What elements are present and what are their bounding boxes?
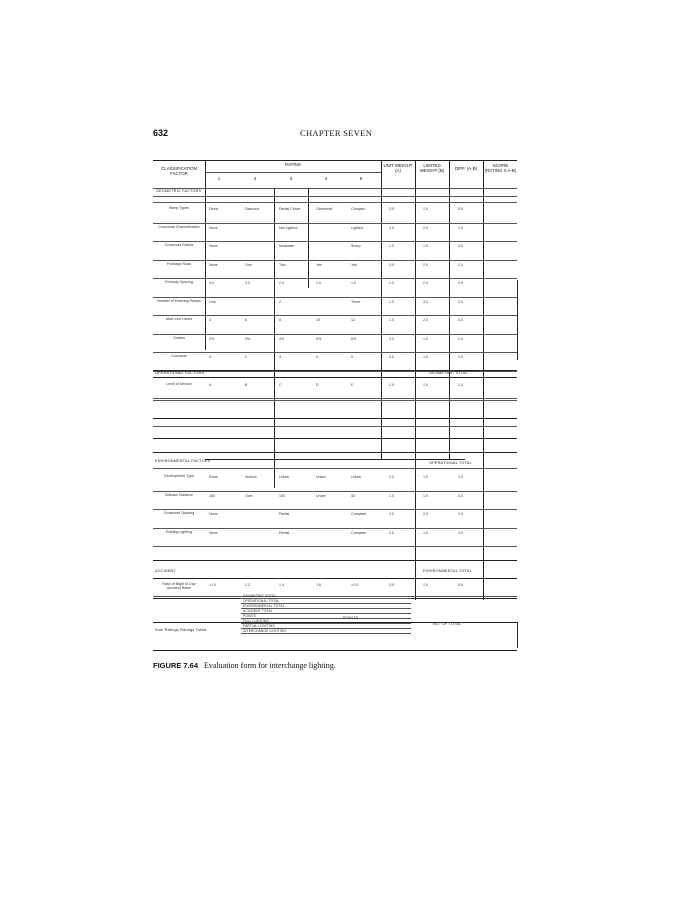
accident-rule bbox=[153, 578, 517, 579]
weight-cell: 3.0 bbox=[458, 583, 463, 587]
rating-cell: 2% bbox=[209, 336, 215, 341]
header-rule bbox=[153, 188, 517, 189]
rating-cell: 4 bbox=[316, 355, 318, 359]
rating-cell: 2 bbox=[279, 299, 281, 304]
rating-cell: Yes bbox=[351, 262, 357, 267]
rating-cell: Cloverleaf bbox=[316, 207, 333, 211]
figure-caption bbox=[153, 661, 336, 670]
factor-label: Frontage Road bbox=[167, 261, 191, 266]
rating-cell: One bbox=[245, 262, 252, 267]
rating-cell: Suburb bbox=[245, 475, 257, 479]
environmental-section-label: ENVIRONMENTAL FACTORS bbox=[155, 459, 211, 463]
rating-cell: Lighted bbox=[351, 225, 363, 230]
rating-cell: 1.6 bbox=[316, 583, 321, 587]
rating-cell: 50 bbox=[351, 493, 355, 498]
summary-line: ACCIDENT TOTAL bbox=[243, 609, 273, 613]
section-rule bbox=[153, 196, 517, 197]
rating-cell: Urban bbox=[351, 475, 361, 479]
rating-cell: Complete bbox=[351, 530, 367, 535]
score-col-rule bbox=[483, 160, 484, 600]
rating-cell: 5 bbox=[351, 355, 353, 359]
weight-cell: 3.0 bbox=[458, 207, 463, 211]
weight-cell: 1.0 bbox=[389, 281, 394, 285]
rating-cell: Diamond bbox=[245, 207, 260, 211]
rating-cell: 2.0 bbox=[279, 281, 284, 285]
weight-cell: 3.0 bbox=[458, 318, 463, 322]
rating-cell: Complete bbox=[351, 512, 367, 516]
accident-total-label: NO. OF TOTAL bbox=[433, 622, 462, 626]
operational-section-label: OPERATIONAL FACTORS bbox=[155, 371, 205, 375]
factor-label: Curvature bbox=[171, 354, 187, 358]
weight-cell: 1.0 bbox=[423, 583, 428, 587]
summary-label: Sum Ratings Ratings Totals bbox=[155, 628, 207, 632]
rating-cell: None bbox=[209, 244, 218, 248]
chapter-title: CHAPTER SEVEN bbox=[300, 128, 373, 138]
weight-cell: 2.0 bbox=[423, 262, 428, 267]
weight-cell: 3.0 bbox=[458, 244, 463, 248]
factor-label: Setback Distance bbox=[165, 492, 193, 497]
rating-cell: 0 bbox=[209, 355, 211, 359]
score-header: SCORE (RATING X A-B) bbox=[484, 163, 517, 173]
weight-cell: 2.0 bbox=[423, 225, 428, 230]
form-bottom-rule bbox=[153, 650, 517, 651]
weight-cell: 3.0 bbox=[423, 299, 428, 304]
rating-cell: 100 bbox=[279, 493, 285, 498]
rating-cell: 4.0 bbox=[209, 281, 214, 285]
rating-cell: Sharp bbox=[351, 244, 361, 248]
section-rule bbox=[153, 202, 517, 203]
weight-cell: 1.0 bbox=[423, 244, 428, 248]
summary-line: OPERATIONAL TOTAL bbox=[243, 599, 280, 603]
summary-rule bbox=[241, 613, 411, 614]
rating-cell: None bbox=[209, 512, 218, 516]
weight-cell: 2.0 bbox=[458, 299, 463, 304]
rating-cell: 1.0 bbox=[351, 281, 356, 285]
rating-cell: <1.0 bbox=[209, 583, 217, 587]
summary-line: INTERCHANGE LIGHTING bbox=[243, 629, 287, 633]
limited-col-rule bbox=[415, 160, 416, 600]
summary-line: POINTS bbox=[243, 614, 257, 618]
op-rule bbox=[153, 438, 517, 439]
weight-cell: 1.0 bbox=[423, 383, 428, 387]
rating-cell: 3 bbox=[279, 355, 281, 359]
rating-cell: 1.4 bbox=[279, 583, 284, 587]
op-rule bbox=[153, 418, 517, 419]
weight-cell: 1.0 bbox=[423, 207, 428, 211]
limited-weight-header: LIMITED WEIGHT (B) bbox=[419, 163, 445, 173]
operational-total-label: OPERATIONAL TOTAL bbox=[429, 461, 472, 465]
summary-line: FULL LIGHTING bbox=[243, 619, 270, 623]
factor-label: Ratio of Night to Day Accident Rates bbox=[162, 582, 196, 591]
rating-cell: 6 bbox=[245, 318, 247, 322]
rating-cell: Not Lighted bbox=[279, 225, 298, 230]
rating4-col-rule bbox=[308, 188, 309, 288]
weight-cell: 2.0 bbox=[389, 475, 394, 479]
factor-col-rule bbox=[205, 160, 206, 350]
rating-cell: B bbox=[245, 383, 248, 387]
rating-value-1: 1 bbox=[217, 176, 221, 181]
unit-weight-header: UNIT WEIGHT (A) bbox=[383, 163, 413, 173]
factor-label: Existing Lighting bbox=[165, 529, 193, 534]
factor-label: Main Line Lanes bbox=[165, 317, 193, 321]
weight-cell: 2.0 bbox=[458, 512, 463, 516]
rating-value-3: 3 bbox=[289, 176, 293, 181]
weight-cell: 1.0 bbox=[389, 244, 394, 248]
rating-cell: E bbox=[351, 383, 354, 387]
evaluation-form bbox=[153, 160, 517, 652]
rating-cell: Partial Clover bbox=[279, 207, 301, 211]
row-rule bbox=[153, 546, 517, 547]
rating-value-4: 4 bbox=[324, 176, 328, 181]
rating-rule bbox=[205, 172, 381, 173]
weight-cell: 0.5 bbox=[458, 281, 463, 285]
weight-cell: 2.0 bbox=[423, 318, 428, 322]
weight-cell: 1.0 bbox=[389, 383, 394, 387]
weight-cell: 2.0 bbox=[423, 281, 428, 285]
weight-cell: 3.0 bbox=[389, 207, 394, 211]
rating-cell: Direct bbox=[209, 207, 219, 211]
rating-cell: 6% bbox=[351, 336, 357, 341]
rating-cell: 1.5 bbox=[316, 281, 321, 285]
summary-points-label: POINTS bbox=[343, 616, 359, 620]
factor-label: Level of Service bbox=[166, 382, 192, 386]
weight-cell: 1.0 bbox=[389, 299, 394, 304]
row-rule bbox=[153, 334, 517, 335]
rating-cell: Two bbox=[279, 262, 286, 267]
summary-right-rule bbox=[517, 622, 518, 648]
weight-cell: 2.0 bbox=[458, 355, 463, 359]
weight-cell: 1.0 bbox=[423, 493, 428, 498]
rating-value-5: 5 bbox=[359, 176, 363, 181]
summary-rule bbox=[153, 622, 517, 623]
rating-cell: 1.2 bbox=[245, 583, 250, 587]
row-rule bbox=[153, 352, 517, 353]
row-rule bbox=[153, 223, 517, 224]
row-rule bbox=[153, 241, 517, 242]
rating-cell: Three bbox=[351, 299, 361, 304]
rating-cell: D bbox=[316, 383, 319, 387]
rating-cell: Over bbox=[245, 493, 253, 498]
rating-cell: Partial bbox=[279, 530, 290, 535]
weight-cell: 3.0 bbox=[389, 512, 394, 516]
rating-cell: Yes bbox=[316, 262, 322, 267]
row-rule bbox=[153, 491, 517, 492]
rating-cell: 4 bbox=[209, 318, 211, 322]
env-end-rule bbox=[153, 560, 517, 561]
op-rule bbox=[153, 426, 517, 427]
rating3-col-rule bbox=[274, 188, 275, 488]
geometric-total-label: GEOMETRIC TOTAL bbox=[429, 371, 468, 375]
row-rule bbox=[153, 260, 517, 261]
weight-cell: 1.0 bbox=[389, 318, 394, 322]
difference-header: DIFF. (A-B) bbox=[455, 166, 477, 171]
op-rule bbox=[153, 452, 517, 453]
summary-line: GEOMETRIC TOTAL bbox=[243, 594, 277, 598]
weight-col-rule bbox=[381, 160, 382, 460]
env-rule bbox=[153, 468, 517, 469]
summary-rule bbox=[241, 633, 411, 634]
summary-line: PARTIAL LIGHTING bbox=[243, 624, 276, 628]
weight-cell: 1.0 bbox=[389, 493, 394, 498]
page-number: 632 bbox=[153, 128, 169, 138]
rating-cell: 12 bbox=[351, 318, 355, 322]
factor-label: Development Type bbox=[164, 474, 194, 478]
figure-number: FIGURE 7.64 bbox=[153, 661, 199, 670]
rating-cell: 3.0 bbox=[245, 281, 250, 285]
rating-cell: >2.0 bbox=[351, 583, 359, 587]
env-rule bbox=[205, 459, 465, 460]
weight-cell: 3.0 bbox=[458, 530, 463, 535]
form-top-rule bbox=[153, 160, 517, 161]
rating-cell: Rural bbox=[209, 475, 218, 479]
factor-label: Crossroad Radius bbox=[164, 243, 194, 247]
weight-cell: 2.0 bbox=[458, 262, 463, 267]
weight-cell: 1.0 bbox=[423, 336, 428, 341]
rating-cell: A bbox=[209, 383, 212, 387]
weight-cell: 1.0 bbox=[458, 225, 463, 230]
row-rule bbox=[153, 278, 517, 279]
factor-label: Ramp Types bbox=[168, 206, 190, 210]
factor-label: Grades bbox=[173, 335, 185, 340]
geometric-section-label: GEOMETRIC FACTORS bbox=[156, 189, 202, 193]
rating-cell: C bbox=[279, 383, 282, 387]
weight-cell: 3.0 bbox=[389, 583, 394, 587]
op-rule bbox=[153, 400, 517, 401]
weight-cell: 1.0 bbox=[458, 475, 463, 479]
rating-cell: Complex bbox=[351, 207, 366, 211]
figure-caption-text: Evaluation form for interchange lighting. bbox=[204, 661, 336, 670]
rating-cell: None bbox=[209, 225, 218, 230]
right-rule bbox=[517, 280, 518, 360]
rating-value-2: 2 bbox=[253, 176, 257, 181]
factor-label: Freeway Spacing bbox=[165, 280, 193, 284]
weight-cell: 1.0 bbox=[423, 530, 428, 535]
rating-cell: Partial bbox=[279, 512, 290, 516]
weight-cell: 2.0 bbox=[458, 336, 463, 341]
rating-cell: 10 bbox=[316, 318, 320, 322]
weight-cell: 2.0 bbox=[423, 512, 428, 516]
accident-section-label: ACCIDENT bbox=[155, 569, 177, 573]
rating-cell: 3% bbox=[245, 336, 251, 341]
weight-cell: 3.0 bbox=[389, 336, 394, 341]
factor-label: Crossroad Channelization bbox=[158, 224, 200, 229]
rating-header: RATING bbox=[284, 162, 302, 167]
weight-cell: 3.0 bbox=[389, 355, 394, 359]
weight-cell: 3.0 bbox=[458, 493, 463, 498]
row-rule bbox=[153, 315, 517, 316]
environmental-total-label: ENVIRONMENTAL TOTAL bbox=[423, 569, 472, 573]
rating-cell: 2 bbox=[245, 355, 247, 359]
rating-cell: Under bbox=[316, 493, 326, 498]
rating-cell: 8 bbox=[279, 318, 281, 322]
rating-cell: Moderate bbox=[279, 244, 295, 248]
rating-cell: Urban bbox=[316, 475, 326, 479]
row-rule bbox=[153, 297, 517, 298]
weight-cell: 3.0 bbox=[389, 225, 394, 230]
row-rule bbox=[153, 509, 517, 510]
weight-cell: 3.0 bbox=[389, 262, 394, 267]
row-rule bbox=[153, 528, 517, 529]
row-rule bbox=[153, 596, 517, 597]
operational-rule bbox=[153, 377, 517, 378]
summary-line: ENVIRONMENTAL TOTAL bbox=[243, 604, 285, 608]
rating-cell: Urban bbox=[279, 475, 289, 479]
rating-cell: None bbox=[209, 530, 218, 535]
weight-cell: 2.0 bbox=[389, 530, 394, 535]
rating-cell: None bbox=[209, 262, 218, 267]
factor-label: Number of Entering Ramps bbox=[157, 298, 201, 303]
rating-cell: One bbox=[209, 299, 216, 304]
weight-cell: 1.0 bbox=[423, 475, 428, 479]
weight-cell: 1.0 bbox=[423, 355, 428, 359]
diff-col-rule bbox=[449, 160, 450, 460]
row-rule bbox=[153, 398, 517, 399]
classification-factor-header: CLASSIFICATION FACTOR bbox=[161, 166, 197, 176]
rating-cell: 160 bbox=[209, 493, 215, 498]
weight-cell: 1.0 bbox=[458, 383, 463, 387]
rating-cell: 5% bbox=[316, 336, 322, 341]
factor-label: Crossroad Spacing bbox=[163, 511, 195, 515]
rating-cell: 4% bbox=[279, 336, 285, 341]
